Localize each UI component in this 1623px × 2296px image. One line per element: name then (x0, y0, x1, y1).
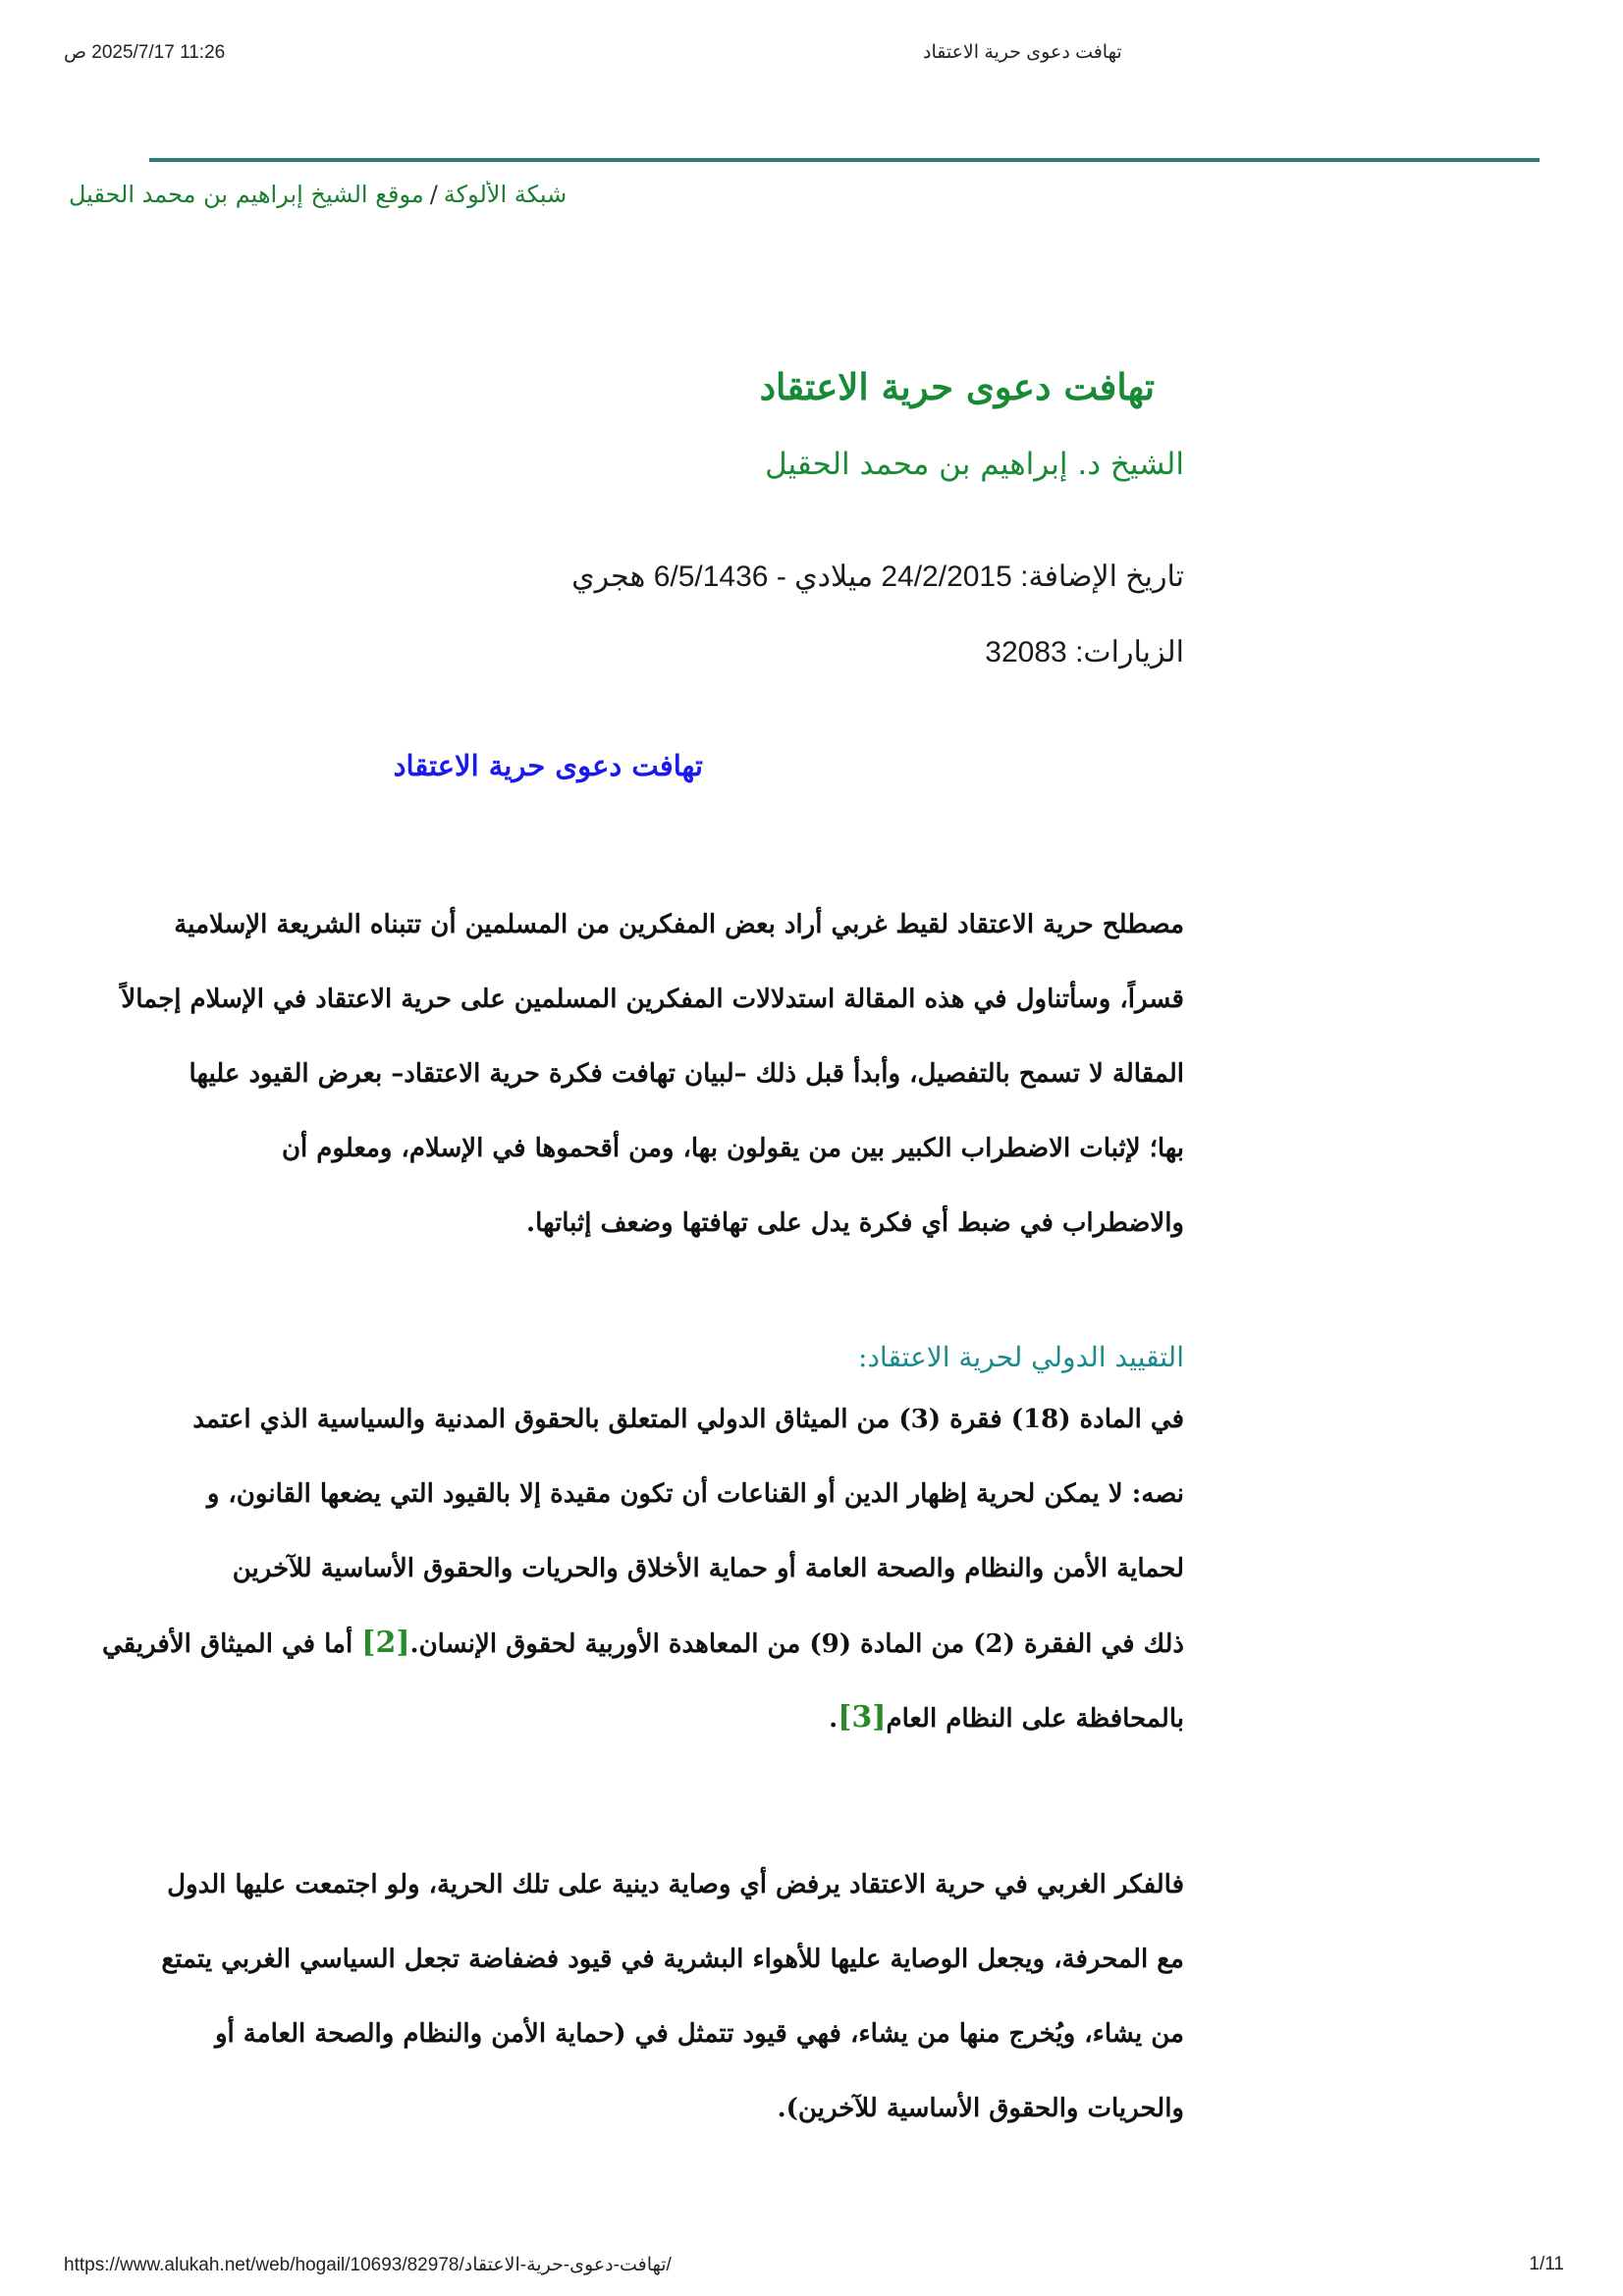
breadcrumb (69, 181, 638, 220)
paragraph-text: ذلك في الفقرة (2) من المادة (9) من المعاهدة الأوربية لحقوق الإنسان. (409, 1629, 1184, 1659)
print-page-title: تهافت دعوى حرية الاعتقاد (923, 42, 1122, 63)
footnote-ref-2[interactable]: [2] (361, 1626, 410, 1660)
article-paragraph-1 (59, 887, 1184, 1260)
breadcrumb-link-alukah[interactable]: شبكة الألوكة (443, 181, 568, 208)
header-rule (149, 158, 1540, 162)
print-footer (64, 2254, 1564, 2281)
paragraph-line: قسراً، وسأتناول في هذه المقالة استدلالات المفكرين المسلمين على حرية الاعتقاد في الإسلام إجمالاً (121, 985, 1184, 1014)
paragraph-line (59, 1681, 1184, 1755)
paragraph-line: والاضطراب في ضبط أي فكرة يدل على تهافتها وضعف إثباتها. (526, 1208, 1184, 1238)
paragraph-line: لحماية الأمن والنظام والصحة العامة أو حماية الأخلاق والحريات والحقوق الأساسية للآخرين (232, 1554, 1184, 1583)
article-paragraph-3 (59, 1847, 1184, 2146)
print-url: https://www.alukah.net/web/hogail/10693/82978/تهافت-دعوى-حرية-الاعتقاد/ (64, 2255, 672, 2275)
paragraph-text: بالمحافظة على النظام العام (886, 1704, 1184, 1734)
article-inner-title: تهافت دعوى حرية الاعتقاد (393, 749, 703, 782)
paragraph-text: أما في الميثاق الأفريقي (102, 1629, 362, 1659)
paragraph-line: نصه: لا يمكن لحرية إظهار الدين أو القناعات أن تكون مقيدة إلا بالقيود التي يضعها القانون، و (206, 1479, 1184, 1509)
breadcrumb-link-sheikh-site[interactable]: موقع الشيخ إبراهيم بن محمد الحقيل (69, 181, 424, 208)
paragraph-line: فالفكر الغربي في حرية الاعتقاد يرفض أي وصاية دينية على تلك الحرية، ولو اجتمعت عليها الدول (167, 1870, 1184, 1899)
paragraph-line (59, 1606, 1184, 1681)
print-datetime: 11:26 2025/7/17 ص (64, 42, 226, 63)
paragraph-line: والحريات والحقوق الأساسية للآخرين). (777, 2094, 1184, 2123)
article-visits: الزيارات: 32083 (985, 636, 1184, 668)
paragraph-text: . (829, 1704, 839, 1734)
breadcrumb-separator: / (429, 181, 438, 208)
paragraph-line: من يشاء، ويُخرج منها من يشاء، فهي قيود تتمثل في (حماية الأمن والنظام والصحة العامة أو (214, 2019, 1184, 2049)
article-title: تهافت دعوى حرية الاعتقاد (759, 365, 1155, 408)
paragraph-line: مصطلح حرية الاعتقاد لقيط غربي أراد بعض المفكرين من المسلمين أن تتبناه الشريعة الإسلامية (174, 910, 1184, 939)
article-paragraph-2 (59, 1382, 1184, 1755)
paragraph-line: في المادة (18) فقرة (3) من الميثاق الدولي المتعلق بالحقوق المدنية والسياسية الذي اعتمد (192, 1405, 1184, 1434)
print-page-number: 1/11 (1529, 2254, 1564, 2274)
article-date: تاريخ الإضافة: 24/2/2015 ميلادي - 6/5/1436 هجري (571, 561, 1184, 593)
article-author-link[interactable]: الشيخ د. إبراهيم بن محمد الحقيل (765, 447, 1184, 482)
paragraph-line: بها؛ لإثبات الاضطراب الكبير بين من يقولون بها، ومن أقحموها في الإسلام، ومعلوم أن (281, 1134, 1184, 1163)
print-header (64, 41, 1564, 69)
paragraph-line: المقالة لا تسمح بالتفصيل، وأبدأ قبل ذلك –لبيان تهافت فكرة حرية الاعتقاد– بعرض القيود عليها (189, 1059, 1184, 1089)
section-heading: التقييد الدولي لحرية الاعتقاد: (858, 1341, 1184, 1373)
footnote-ref-3[interactable]: [3] (838, 1700, 887, 1735)
paragraph-line: مع المحرفة، ويجعل الوصاية عليها للأهواء البشرية في قيود فضفاضة تجعل السياسي الغربي يتمتع (161, 1945, 1184, 1974)
